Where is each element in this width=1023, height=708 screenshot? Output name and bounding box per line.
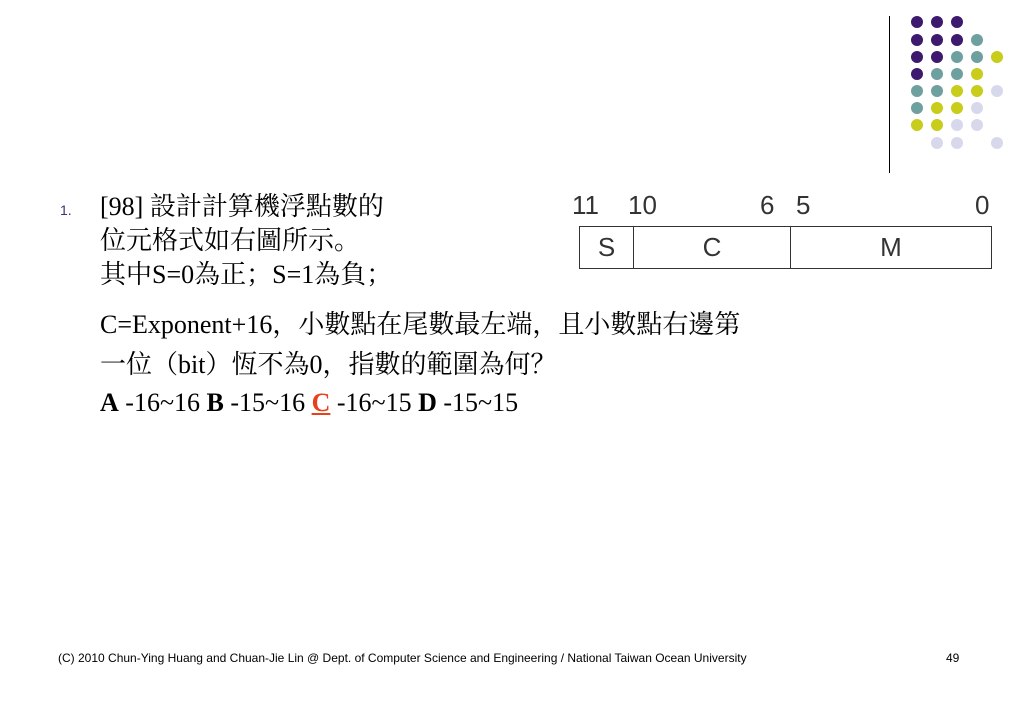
decorative-dot [951, 51, 963, 63]
decorative-dot [911, 16, 923, 28]
decorative-dot [951, 16, 963, 28]
decorative-dot [971, 102, 983, 114]
decorative-dot [931, 102, 943, 114]
decorative-dot [951, 119, 963, 131]
decorative-dot [911, 102, 923, 114]
decorative-dot [911, 85, 923, 97]
bit-label-6: 6 [760, 190, 775, 220]
decorative-dot [931, 16, 943, 28]
option-b-text: -15~16 [223, 388, 312, 417]
page-number: 49 [946, 651, 960, 665]
option-a-text: -16~16 [118, 388, 207, 417]
divider-line [889, 16, 890, 173]
decorative-dot-grid [0, 0, 1023, 200]
question-number: 1. [60, 202, 72, 218]
decorative-dot [931, 51, 943, 63]
decorative-dot [931, 34, 943, 46]
decorative-dot [971, 119, 983, 131]
question-line-2: 位元格式如右圖所示。 [100, 226, 361, 255]
option-d-text: -15~15 [436, 388, 519, 417]
decorative-dot [911, 51, 923, 63]
decorative-dot [991, 51, 1003, 63]
field-mantissa: M [880, 232, 902, 262]
decorative-dot [911, 68, 923, 80]
decorative-dot [951, 137, 963, 149]
field-exponent: C [634, 227, 791, 268]
decorative-dot [971, 85, 983, 97]
question-line-1: [98] 設計計算機浮點數的 [100, 192, 384, 221]
option-a-label: A [100, 388, 119, 417]
bit-label-10: 10 [628, 190, 657, 220]
option-c-text: -16~15 [330, 388, 419, 417]
bit-label-0: 0 [975, 190, 990, 220]
decorative-dot [991, 137, 1003, 149]
bit-label-5: 5 [796, 190, 811, 220]
question-line-3: 其中S=0為正；S=1為負； [100, 260, 393, 289]
question-line-5: 一位（bit）恆不為0，指數的範圍為何？ [100, 350, 557, 379]
option-b-label: B [206, 388, 224, 417]
option-c-label-answer: C [311, 388, 331, 417]
decorative-dot [991, 85, 1003, 97]
float-format-diagram [570, 186, 1000, 291]
decorative-dot [971, 51, 983, 63]
decorative-dot [931, 68, 943, 80]
question-line-4: C=Exponent+16，小數點在尾數最左端，且小數點右邊第 [100, 310, 741, 339]
decorative-dot [911, 119, 923, 131]
decorative-dot [931, 137, 943, 149]
answer-options [100, 386, 518, 420]
decorative-dot [951, 85, 963, 97]
decorative-dot [931, 85, 943, 97]
bit-field-row [579, 226, 992, 269]
field-sign: S [580, 227, 634, 268]
decorative-dot [951, 34, 963, 46]
decorative-dot [971, 34, 983, 46]
decorative-dot [931, 119, 943, 131]
decorative-dot [951, 102, 963, 114]
option-d-label: D [418, 388, 437, 417]
decorative-dot [951, 68, 963, 80]
decorative-dot [971, 68, 983, 80]
decorative-dot [911, 34, 923, 46]
bit-label-11: 11 [572, 190, 599, 220]
footer-credit: (C) 2010 Chun-Ying Huang and Chuan-Jie Lin @ Dept. of Computer Science and Engineering / National Taiwan Ocean University [58, 651, 747, 665]
